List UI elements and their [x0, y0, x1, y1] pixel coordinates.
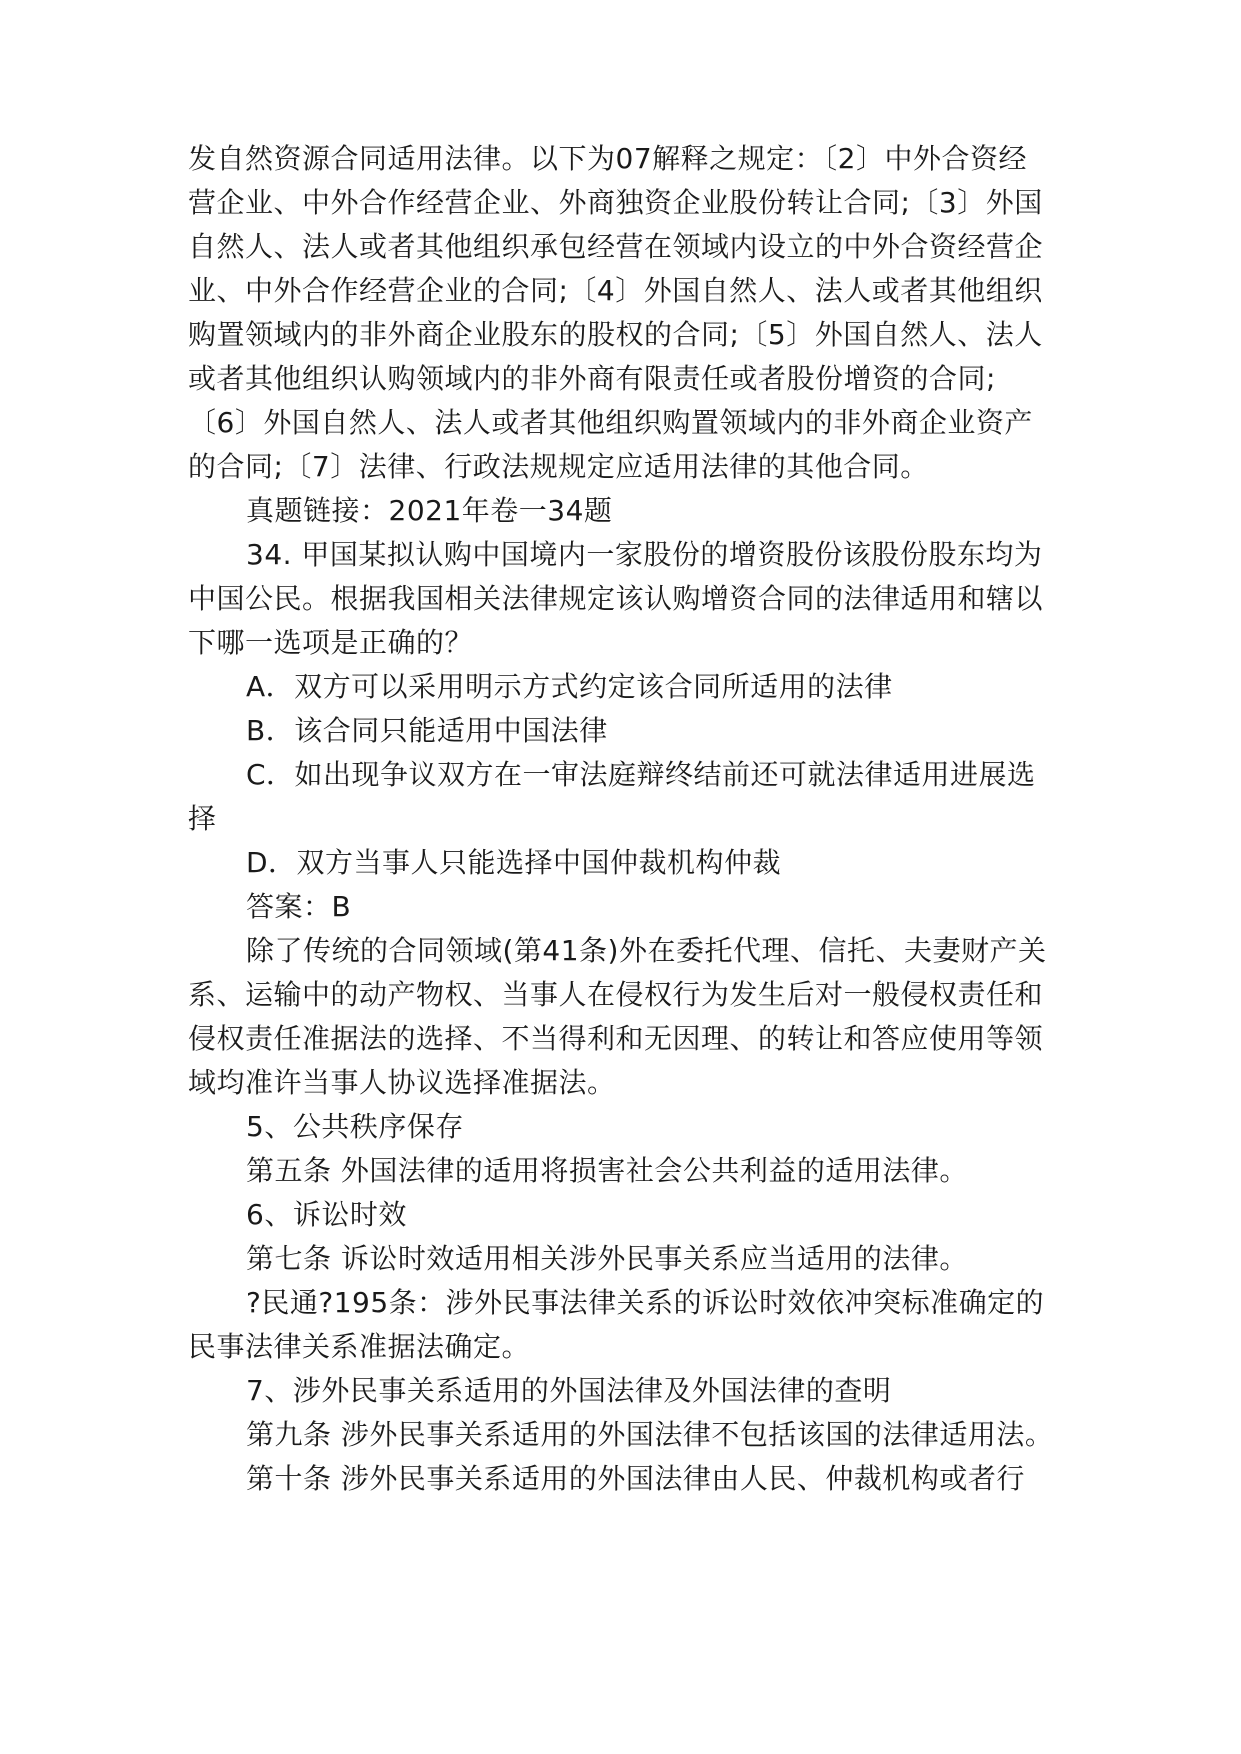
question-text-line: 下哪一选项是正确的？	[188, 626, 474, 659]
option-b-line: B．该合同只能适用中国法律	[246, 714, 608, 747]
question-text-line: 34. 甲国某拟认购中国境内一家股份的增资股份该股份股东均为	[246, 538, 1043, 571]
question-link-line: 真题链接：2021年卷一34题	[246, 494, 613, 527]
text-line: 或者其他组织认购领域内的非外商有限责任或者股份增资的合同;	[188, 362, 996, 395]
text-line: 民事法律关系准据法确定。	[188, 1330, 531, 1363]
section-heading: 6、诉讼时效	[246, 1198, 407, 1231]
text-line: 第十条 涉外民事关系适用的外国法律由人民、仲裁机构或者行	[246, 1462, 1025, 1495]
option-c-line: 择	[188, 802, 217, 835]
section-heading: 7、涉外民事关系适用的外国法律及外国法律的查明	[246, 1374, 892, 1407]
option-d-line: D．双方当事人只能选择中国仲裁机构仲裁	[246, 846, 782, 879]
text-line: 营企业、中外合作经营企业、外商独资企业股份转让合同;〔3〕外国	[188, 186, 1043, 219]
text-line: 侵权责任准据法的选择、不当得利和无因理、的转让和答应使用等领	[188, 1022, 1044, 1055]
option-a-line: A．双方可以采用明示方式约定该合同所适用的法律	[246, 670, 893, 703]
text-line: 购置领域内的非外商企业股东的股权的合同;〔5〕外国自然人、法人	[188, 318, 1043, 351]
question-text-line: 中国公民。根据我国相关法律规定该认购增资合同的法律适用和辖以	[188, 582, 1044, 615]
text-line: 的合同;〔7〕法律、行政法规规定应适用法律的其他合同。	[188, 450, 929, 483]
text-line: 发自然资源合同适用法律。以下为07解释之规定：〔2〕中外合资经	[188, 142, 1027, 175]
text-line: 系、运输中的动产物权、当事人在侵权行为发生后对一般侵权责任和	[188, 978, 1044, 1011]
text-line: 第七条 诉讼时效适用相关涉外民事关系应当适用的法律。	[246, 1242, 968, 1275]
option-c-line: C．如出现争议双方在一审法庭辩终结前还可就法律适用进展选	[246, 758, 1036, 791]
text-line: 除了传统的合同领域(第41条)外在委托代理、信托、夫妻财产关	[246, 934, 1047, 967]
text-line: 自然人、法人或者其他组织承包经营在领域内设立的中外合资经营企	[188, 230, 1044, 263]
text-line: 第九条 涉外民事关系适用的外国法律不包括该国的法律适用法。	[246, 1418, 1054, 1451]
answer-line: 答案：B	[246, 890, 352, 923]
text-line: 第五条 外国法律的适用将损害社会公共利益的适用法律。	[246, 1154, 968, 1187]
text-line: 业、中外合作经营企业的合同;〔4〕外国自然人、法人或者其他组织	[188, 274, 1043, 307]
text-line: 域均准许当事人协议选择准据法。	[188, 1066, 616, 1099]
text-line: 〔6〕外国自然人、法人或者其他组织购置领域内的非外商企业资产	[188, 406, 1033, 439]
section-heading: 5、公共秩序保存	[246, 1110, 464, 1143]
text-line: ?民通?195条：涉外民事法律关系的诉讼时效依冲突标准确定的	[246, 1286, 1045, 1319]
